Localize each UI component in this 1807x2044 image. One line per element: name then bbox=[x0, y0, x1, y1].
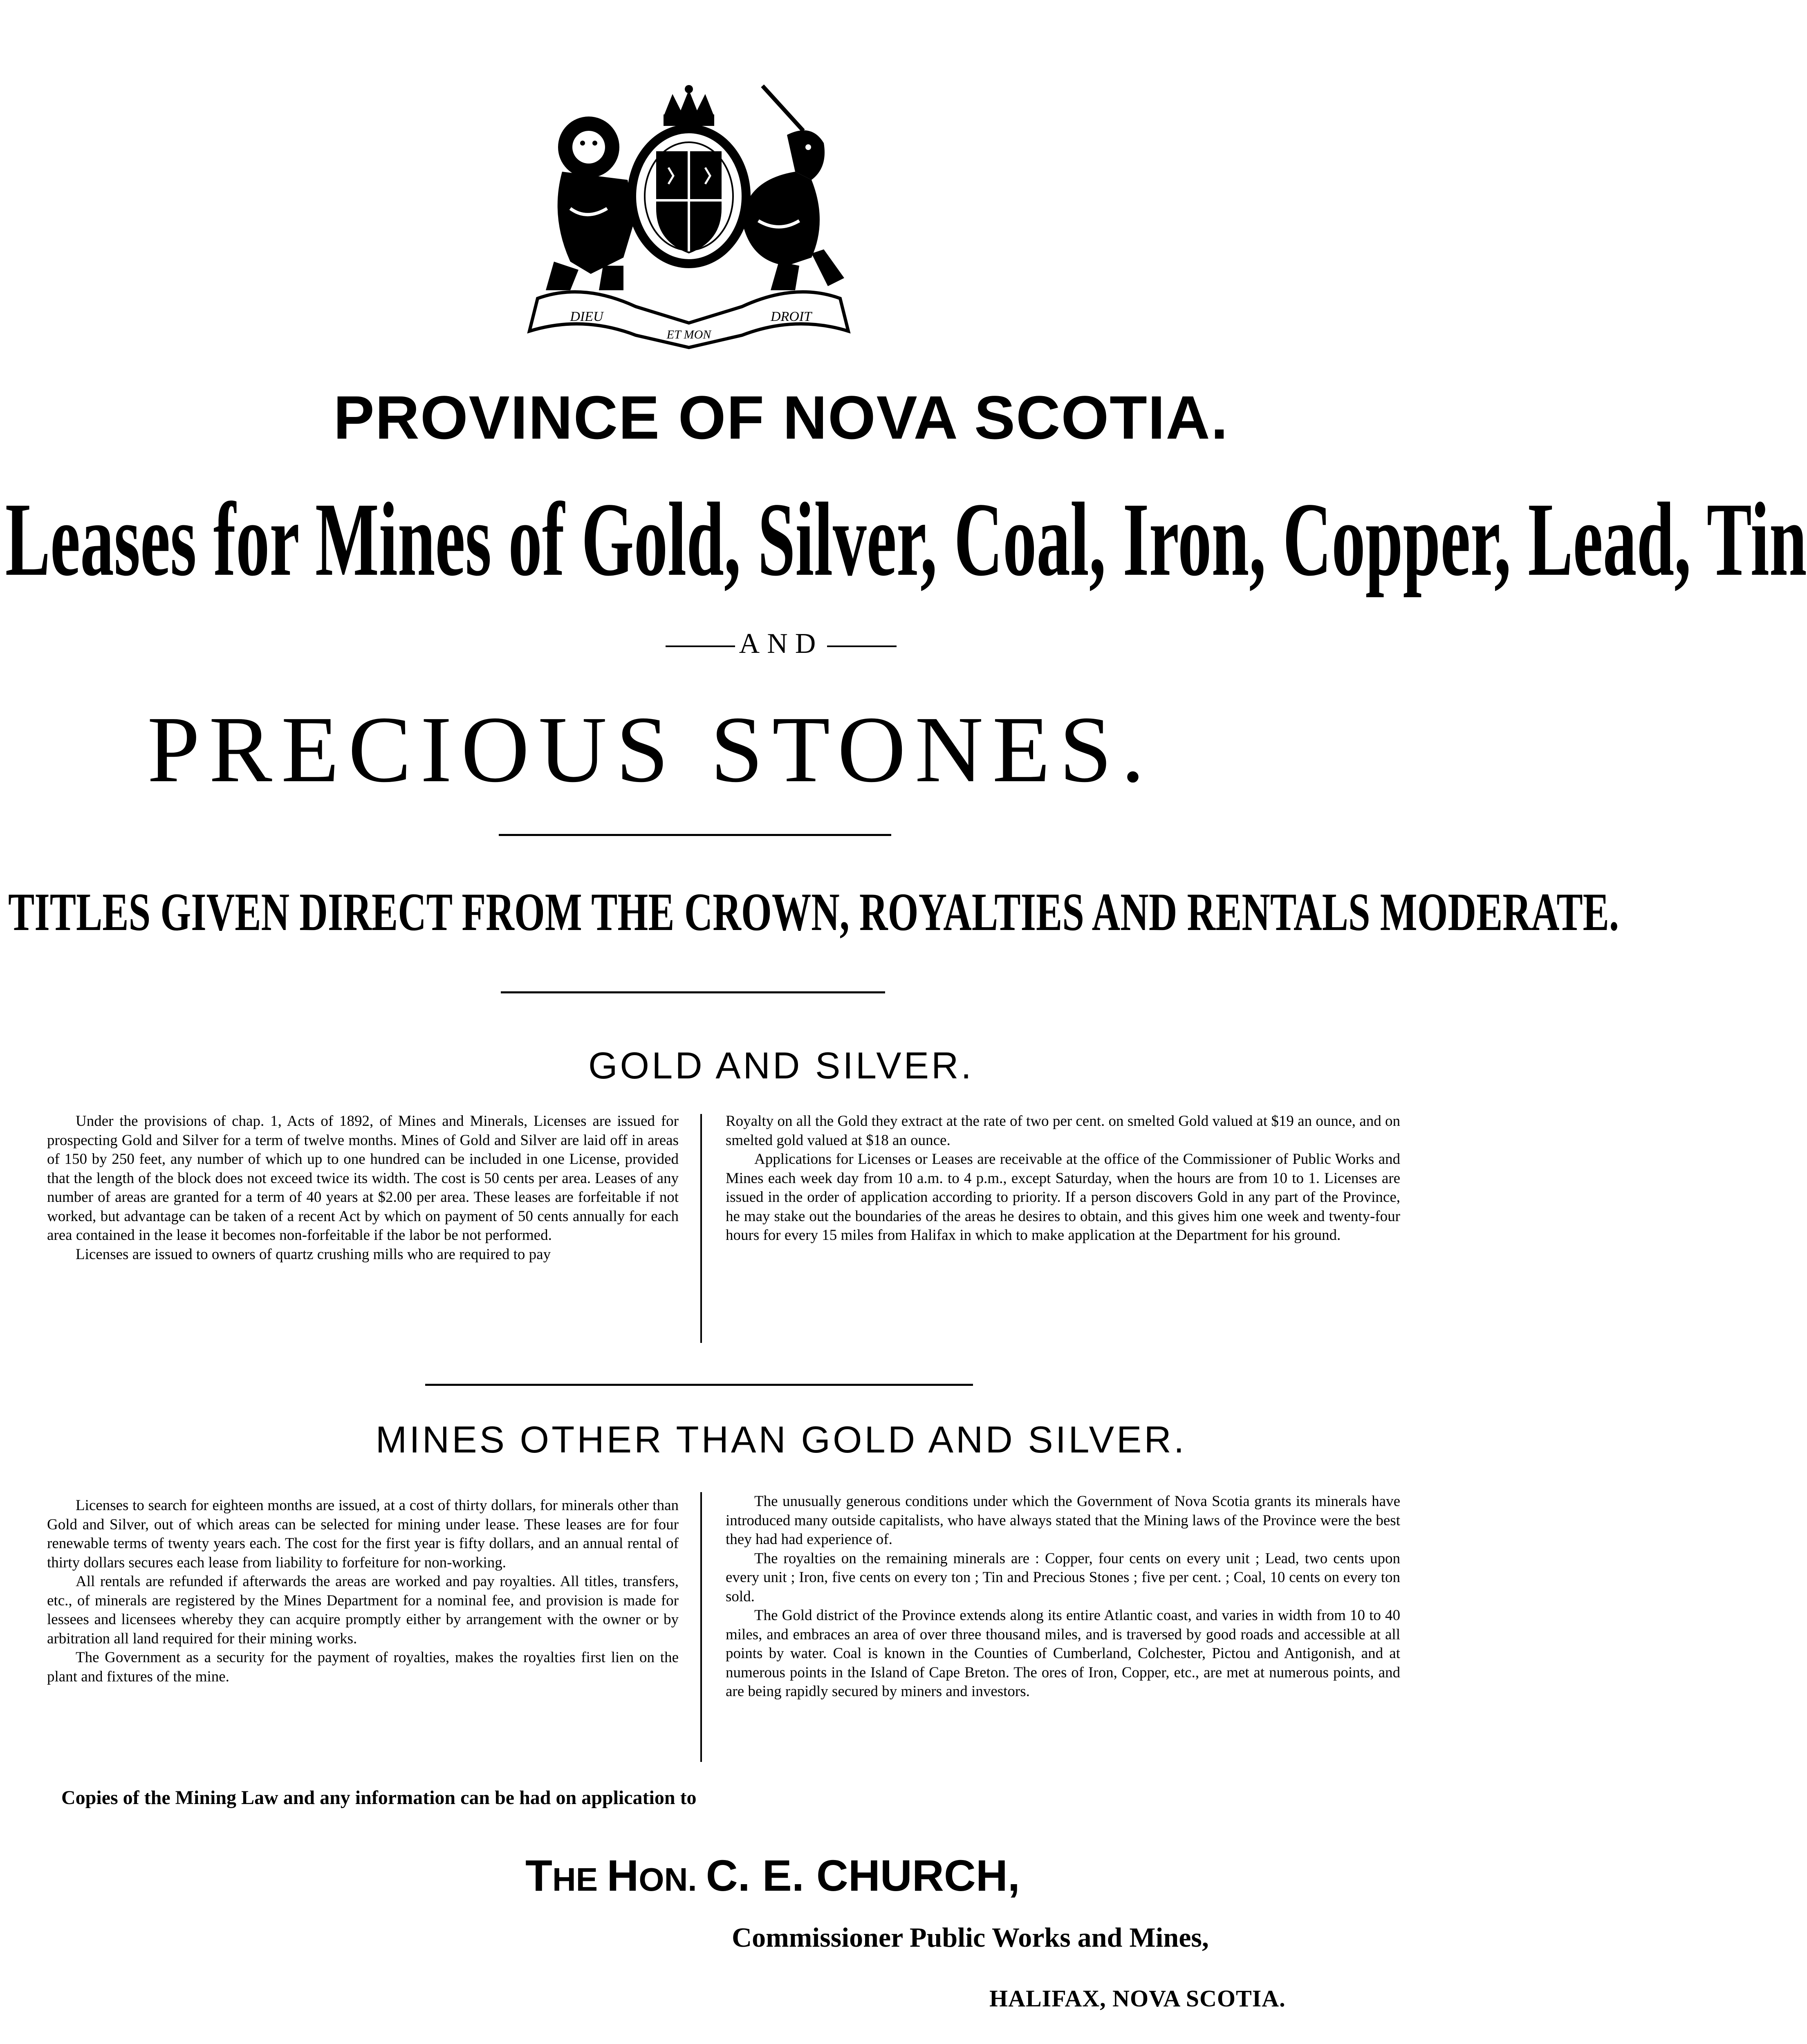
paragraph: The Government as a security for the payment of royalties, makes the royalties first lien on the plant and fixtures of the mine. bbox=[47, 1649, 679, 1685]
motto-center: ET MON bbox=[666, 328, 711, 341]
shield-icon bbox=[632, 129, 746, 264]
gold-silver-heading: GOLD AND SILVER. bbox=[588, 1045, 974, 1087]
paragraph: Under the provisions of chap. 1, Acts of 1892, of Mines and Minerals, Licenses are issued for prospecting Gold and Silver for a term of twelve months. Mines of Gold and Silver are laid off in areas of 150 by 250 feet, any number of which up to one hundred can be included in one License, provided that the length of the block does not exceed twice its width. The cost is 50 cents per area. Leases of any number of areas are granted for a term of 40 years at $2.00 per area. These leases are forfeitable if not worked, but advantage can be taken of a recent Act by which on payment of 50 cents annually for each area contained in the lease it becomes non-forfeitable if the labor be not performed. bbox=[47, 1113, 679, 1244]
hon-name: C. E. CHURCH, bbox=[706, 1851, 1020, 1900]
divider-rule-left bbox=[666, 645, 735, 647]
horizontal-rule bbox=[501, 991, 885, 993]
horizontal-rule bbox=[499, 834, 891, 836]
paragraph: Licenses are issued to owners of quartz crushing mills who are required to pay bbox=[76, 1246, 551, 1263]
copies-notice: Copies of the Mining Law and any information can be had on application to bbox=[61, 1787, 697, 1809]
paragraph: The unusually generous conditions under which the Government of Nova Scotia grants its minerals have introduced many outside capitalists, who have always stated that the Mining laws of the Province were the best they had had experience of. bbox=[726, 1493, 1400, 1548]
commissioner-title: Commissioner Public Works and Mines, bbox=[732, 1922, 1209, 1953]
paragraph: The royalties on the remaining minerals are : Copper, four cents on every unit ; Lead, two cents upon every unit ; Iron, five cents on every ton ; Tin and Precious Stones ; five per cent. ; Coal, 10 cents on every ton sold. bbox=[726, 1550, 1400, 1605]
royal-coat-of-arms bbox=[501, 86, 877, 347]
hon-he: HE bbox=[552, 1861, 607, 1898]
horizontal-rule bbox=[425, 1384, 973, 1386]
paragraph: All rentals are refunded if afterwards the areas are worked and pay royalties. All titles, transfers, etc., of minerals are registered by the Mines Department for a nominal fee, and provision is made for lessees and licensees whereby they can acquire promptly either by arrangement with the owner or by arbitration all land required for their mining works. bbox=[47, 1573, 679, 1647]
motto-left: DIEU bbox=[570, 309, 603, 324]
mines-left-column bbox=[47, 1496, 679, 1686]
commissioner-name bbox=[525, 1850, 1020, 1901]
column-divider bbox=[700, 1492, 702, 1762]
lion-icon bbox=[546, 117, 636, 290]
crown-icon bbox=[664, 85, 714, 126]
mines-other-heading: MINES OTHER THAN GOLD AND SILVER. bbox=[375, 1419, 1187, 1461]
hon-on: ON. bbox=[639, 1861, 706, 1898]
column-divider bbox=[700, 1114, 702, 1343]
titles-subheading: TITLES GIVEN DIRECT FROM THE CROWN, ROYALTIES AND RENTALS MODERATE. bbox=[8, 882, 1619, 942]
paragraph: Licenses to search for eighteen months are issued, at a cost of thirty dollars, for minerals other than Gold and Silver, out of which areas can be selected for mining under lease. These leases are for four renewable terms of twenty years each. The cost for the first year is fifty dollars, and an annual rental of thirty dollars secures each lease from liability to forfeiture for non-working. bbox=[47, 1497, 679, 1571]
and-divider bbox=[0, 628, 1562, 660]
paragraph: Applications for Licenses or Leases are receivable at the office of the Commissioner of Public Works and Mines each week day from 10 a.m. to 4 p.m., except Saturday, when the hours are from 10 to 1. Licenses are issued in the order of application according to priority. If a person discovers Gold in any part of the Province, he may stake out the boundaries of the areas he desires to obtain, and this gives him one week and twenty-four hours for every 15 miles from Halifax in which to make application at the Department for his ground. bbox=[726, 1151, 1400, 1244]
and-word: AND bbox=[739, 628, 823, 659]
gold-left-column bbox=[47, 1112, 679, 1264]
precious-stones-heading: PRECIOUS STONES. bbox=[147, 697, 1154, 802]
page-title: PROVINCE OF NOVA SCOTIA. bbox=[333, 383, 1229, 452]
paragraph: Royalty on all the Gold they extract at the rate of two per cent. on smelted Gold valued at $19 an ounce, and on smelted gold valued at $18 an ounce. bbox=[726, 1113, 1400, 1149]
motto-right: DROIT bbox=[770, 309, 812, 324]
hon-h: H bbox=[607, 1851, 639, 1900]
mines-right-column bbox=[726, 1492, 1400, 1701]
unicorn-icon bbox=[742, 86, 844, 290]
leases-heading: Leases for Mines of Gold, Silver, Coal, Iron, Copper, Lead, Tin bbox=[5, 481, 1807, 598]
paragraph: The Gold district of the Province extends along its entire Atlantic coast, and varies in width from 10 to 40 miles, and embraces an area of over three thousand miles, and is traversed by good roads and accessible at all points by water. Coal is known in the Counties of Cumberland, Colchester, Pictou and Antigonish, and at numerous points in the Island of Cape Breton. The ores of Iron, Copper, etc., are met at numerous points, and are being rapidly secured by miners and investors. bbox=[726, 1607, 1400, 1700]
divider-rule-right bbox=[827, 645, 897, 647]
motto-scroll bbox=[529, 292, 848, 347]
gold-right-column bbox=[726, 1112, 1400, 1245]
hon-t: T bbox=[525, 1851, 552, 1900]
address: HALIFAX, NOVA SCOTIA. bbox=[989, 1985, 1286, 2012]
